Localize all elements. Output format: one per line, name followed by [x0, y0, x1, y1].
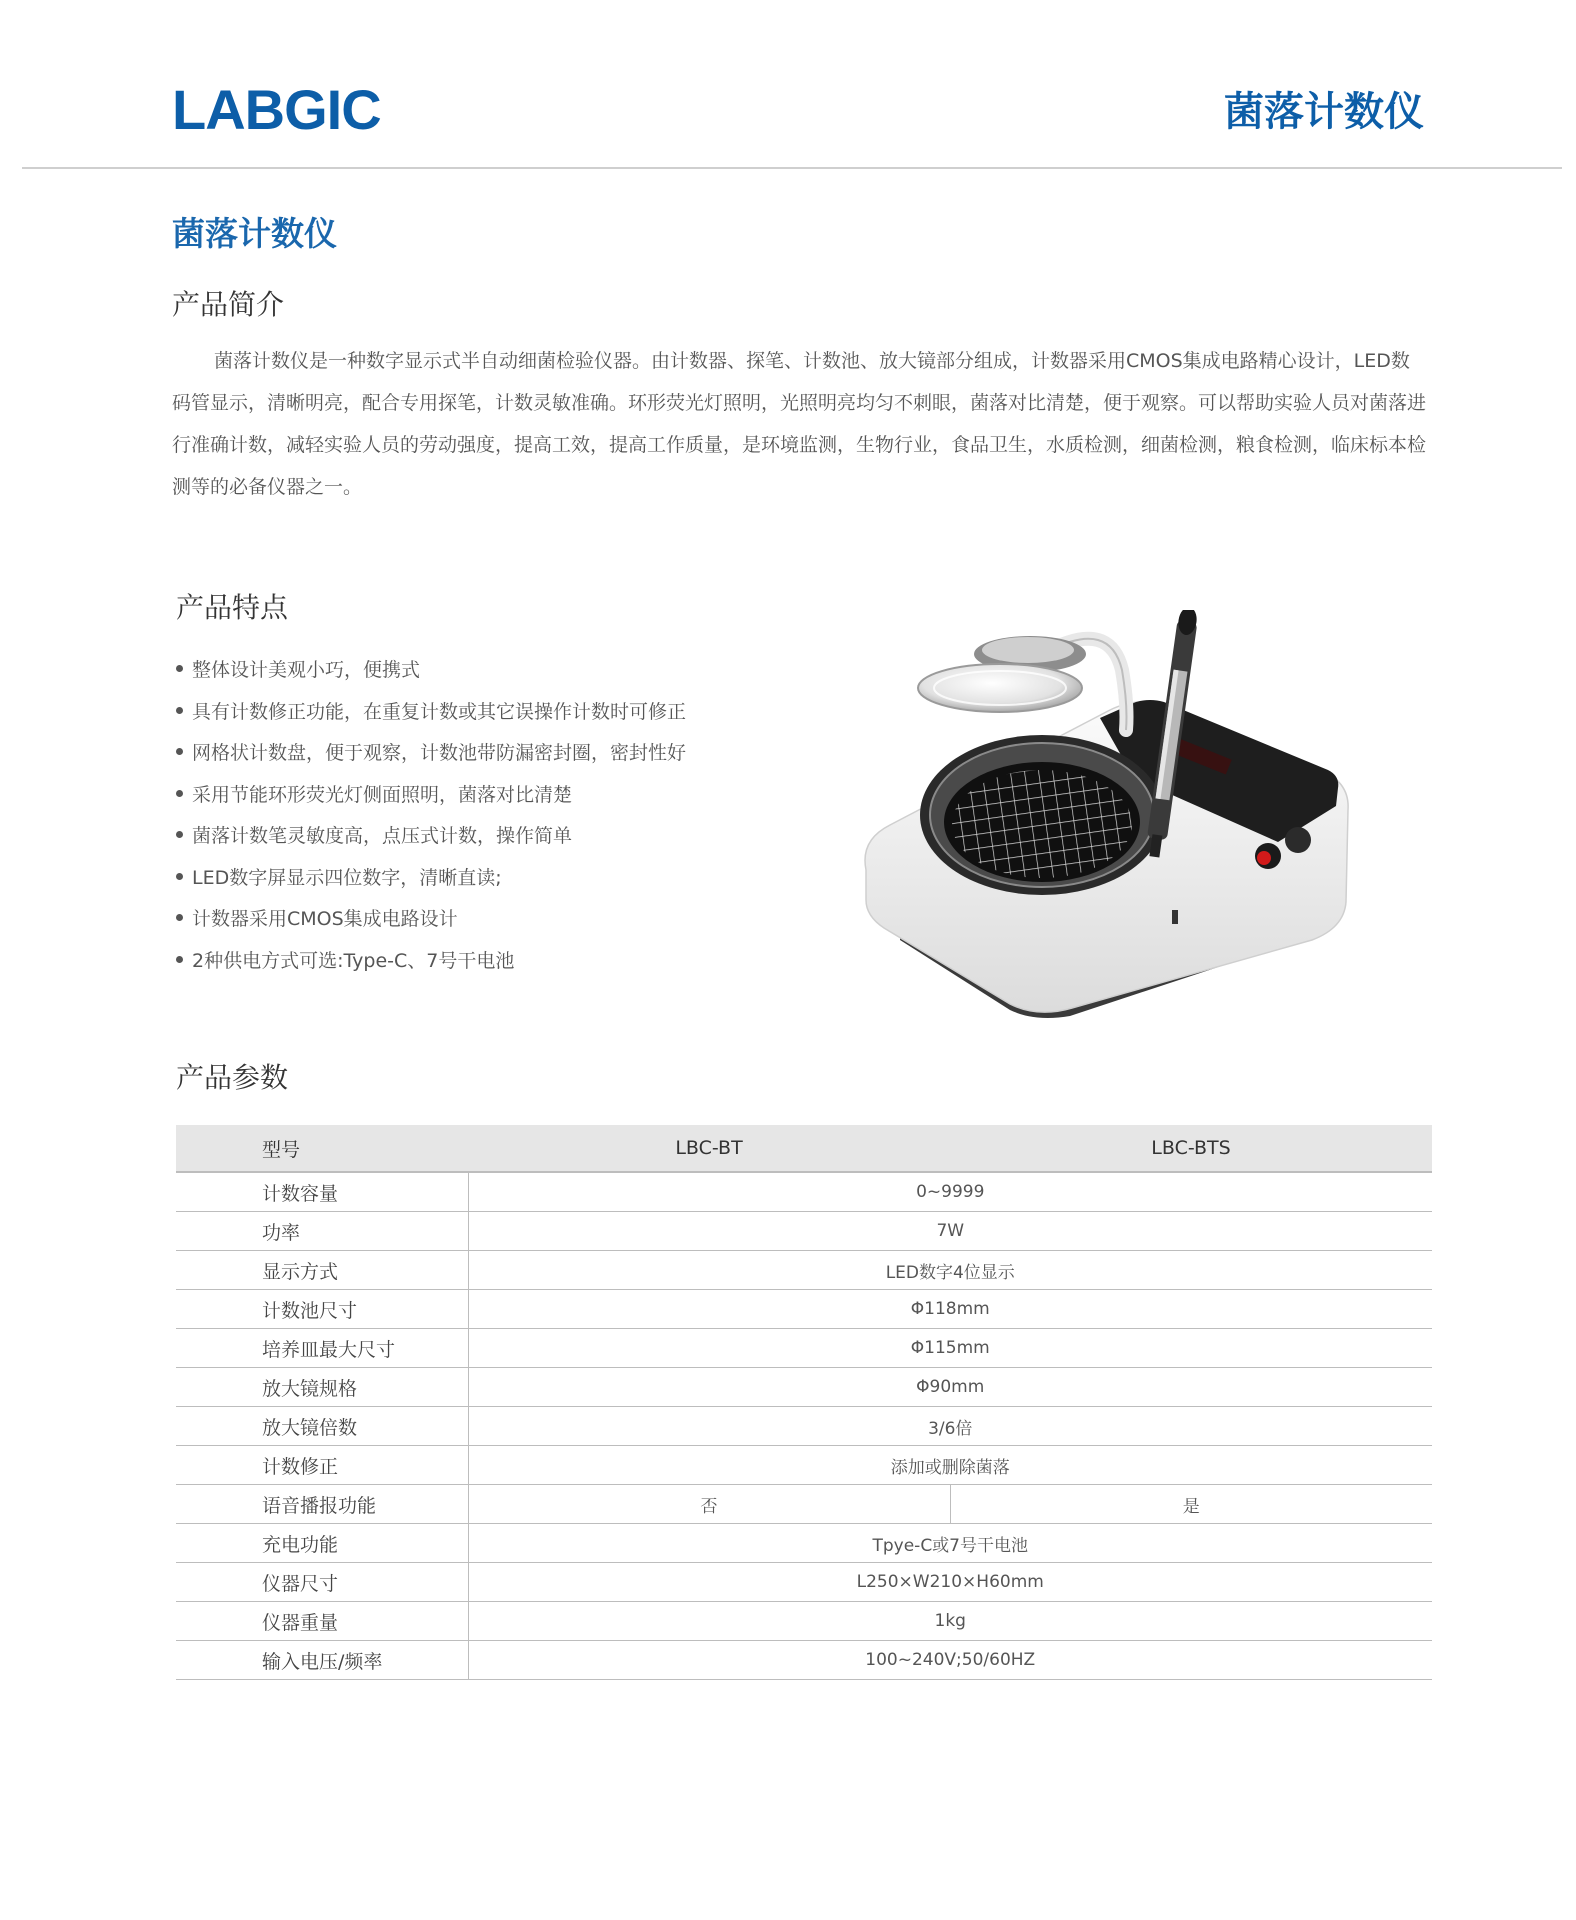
table-row	[176, 1602, 1432, 1641]
row-label: 培养皿最大尺寸	[176, 1329, 468, 1368]
intro-text: 菌落计数仪是一种数字显示式半自动细菌检验仪器。由计数器、探笔、计数池、放大镜部分组成，计数器采用CMOS集成电路精心设计，LED数码管显示，清晰明亮，配合专用探笔，计数灵敏准确。环形荧光灯照明，光照明亮均匀不刺眼，菌落对比清楚，便于观察。可以帮助实验人员对菌落进行准确计数，减轻实验人员的劳动强度，提高工效，提高工作质量，是环境监测，生物行业，食品卫生，水质检测，细菌检测，粮食检测，临床标本检测等的必备仪器之一。	[172, 350, 1427, 498]
feature-item: 具有计数修正功能，在重复计数或其它误操作计数时可修正	[176, 692, 686, 734]
header-model: 型号	[176, 1125, 468, 1172]
header-model-b: LBC-BTS	[950, 1125, 1432, 1172]
table-row	[176, 1212, 1432, 1251]
header-model-a: LBC-BT	[468, 1125, 950, 1172]
row-value-b: 是	[950, 1485, 1432, 1524]
row-value: 0~9999	[468, 1172, 1432, 1212]
row-value: Tpye-C或7号干电池	[468, 1524, 1432, 1563]
feature-item: LED数字屏显示四位数字，清晰直读;	[176, 858, 686, 900]
table-row	[176, 1563, 1432, 1602]
features-heading: 产品特点	[176, 591, 289, 624]
header-divider	[22, 167, 1562, 169]
table-row	[176, 1368, 1432, 1407]
row-label: 输入电压/频率	[176, 1641, 468, 1680]
features-list	[176, 650, 686, 982]
table-row	[176, 1329, 1432, 1368]
row-label: 充电功能	[176, 1524, 468, 1563]
feature-item: 2种供电方式可选:Type-C、7号干电池	[176, 941, 686, 983]
intro-heading: 产品简介	[172, 288, 285, 321]
row-value: 1kg	[468, 1602, 1432, 1641]
row-value-a: 否	[468, 1485, 950, 1524]
bullet-icon	[176, 956, 183, 963]
row-value: 7W	[468, 1212, 1432, 1251]
specs-heading: 产品参数	[176, 1061, 289, 1094]
row-label: 计数容量	[176, 1172, 468, 1212]
table-row	[176, 1407, 1432, 1446]
table-row	[176, 1485, 1432, 1524]
row-value: L250×W210×H60mm	[468, 1563, 1432, 1602]
row-label: 仪器重量	[176, 1602, 468, 1641]
table-header-row	[176, 1125, 1432, 1172]
colony-counter-product-image	[860, 610, 1380, 1020]
table-row	[176, 1251, 1432, 1290]
row-value: 添加或删除菌落	[468, 1446, 1432, 1485]
bullet-icon	[176, 790, 183, 797]
row-label: 语音播报功能	[176, 1485, 468, 1524]
header-title: 菌落计数仪	[1224, 89, 1424, 135]
bullet-icon	[176, 707, 183, 714]
table-row	[176, 1446, 1432, 1485]
table-row	[176, 1172, 1432, 1212]
row-value: 100~240V;50/60HZ	[468, 1641, 1432, 1680]
table-row	[176, 1524, 1432, 1563]
row-value: Φ118mm	[468, 1290, 1432, 1329]
feature-item: 采用节能环形荧光灯侧面照明，菌落对比清楚	[176, 775, 686, 817]
row-value: Φ90mm	[468, 1368, 1432, 1407]
feature-item: 整体设计美观小巧，便携式	[176, 650, 686, 692]
page-header	[0, 0, 1576, 170]
row-label: 功率	[176, 1212, 468, 1251]
row-label: 仪器尺寸	[176, 1563, 468, 1602]
bullet-icon	[176, 665, 183, 672]
feature-item: 菌落计数笔灵敏度高，点压式计数，操作简单	[176, 816, 686, 858]
row-label: 计数修正	[176, 1446, 468, 1485]
row-value: Φ115mm	[468, 1329, 1432, 1368]
row-label: 放大镜倍数	[176, 1407, 468, 1446]
bullet-icon	[176, 873, 183, 880]
row-label: 计数池尺寸	[176, 1290, 468, 1329]
feature-item: 计数器采用CMOS集成电路设计	[176, 899, 686, 941]
bullet-icon	[176, 831, 183, 838]
table-row	[176, 1290, 1432, 1329]
row-label: 放大镜规格	[176, 1368, 468, 1407]
page-title: 菌落计数仪	[172, 214, 337, 253]
bullet-icon	[176, 914, 183, 921]
table-row	[176, 1641, 1432, 1680]
row-value: LED数字4位显示	[468, 1251, 1432, 1290]
brand-logo: LABGIC	[172, 78, 381, 141]
spec-table	[176, 1125, 1432, 1680]
feature-item: 网格状计数盘，便于观察，计数池带防漏密封圈，密封性好	[176, 733, 686, 775]
bullet-icon	[176, 748, 183, 755]
row-label: 显示方式	[176, 1251, 468, 1290]
row-value: 3/6倍	[468, 1407, 1432, 1446]
